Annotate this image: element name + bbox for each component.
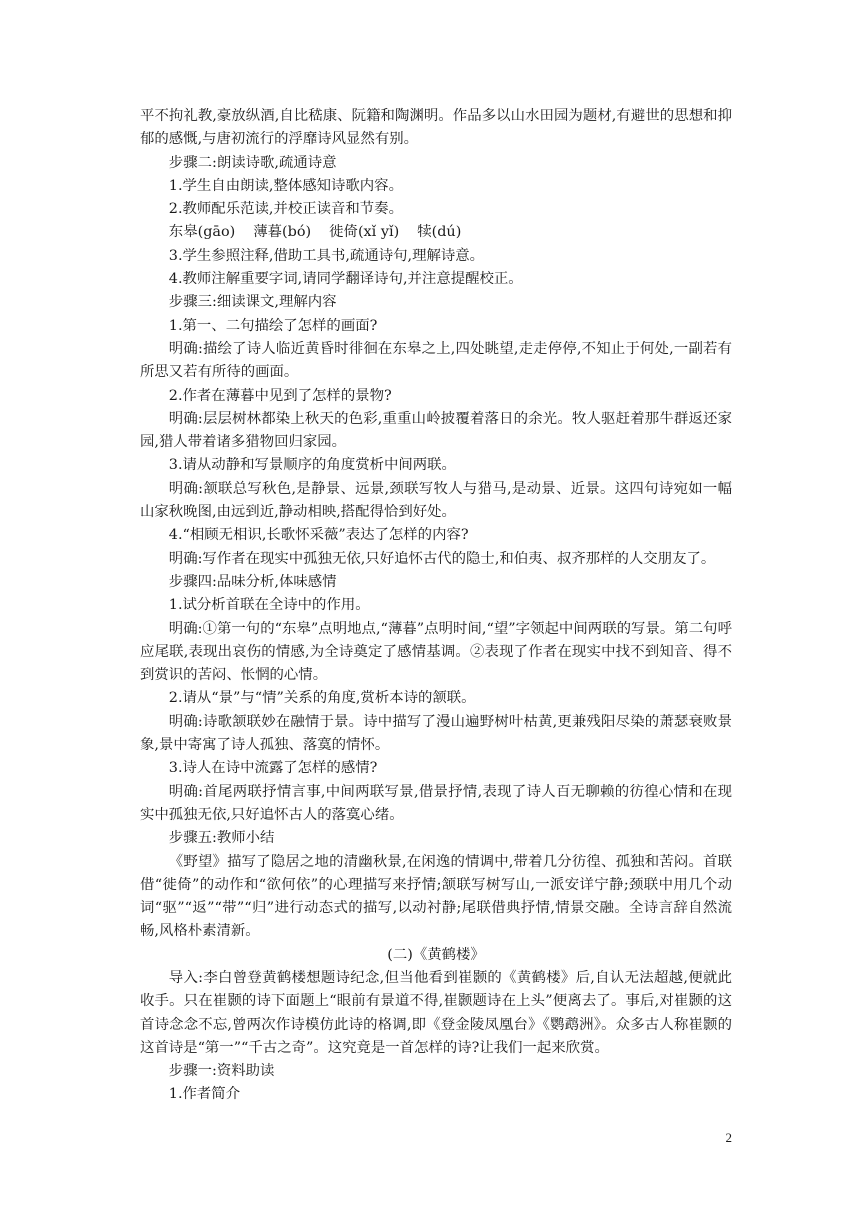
- pinyin-item: 薄暮(bó): [253, 224, 312, 241]
- paragraph: 《野望》描写了隐居之地的清幽秋景,在闲逸的情调中,带着几分彷徨、孤独和苦闷。首联借“徙倚”的动作和“欲何依”的心理描写来抒情;颔联写树写山,一派安详宁静;颈联中用几个动词“驱”“返”“带”“归”进行动态式的描写,以动衬静;尾联借典抒情,情景交融。全诗言辞自然流畅,风格朴素清新。: [140, 853, 732, 940]
- paragraph: 4.教师注解重要字词,请同学翻译诗句,并注意提醒校正。: [168, 271, 523, 288]
- paragraph: 步骤四:品味分析,体味感情: [168, 573, 337, 590]
- paragraph: 1.试分析首联在全诗中的作用。: [168, 597, 370, 614]
- paragraph: 4.“相顾无相识,长歌怀采薇”表达了怎样的内容?: [168, 527, 469, 544]
- section-heading: (二)《黄鹤楼》: [387, 946, 485, 963]
- paragraph: 步骤二:朗读诗歌,疏通诗意: [168, 154, 337, 171]
- paragraph: 步骤三:细读课文,理解内容: [168, 294, 337, 311]
- paragraph: 步骤五:教师小结: [168, 830, 275, 847]
- paragraph: 步骤一:资料助读: [168, 1063, 275, 1080]
- paragraph: 3.请从动静和写景顺序的角度赏析中间两联。: [168, 457, 456, 474]
- page-number: 2: [725, 1130, 732, 1145]
- paragraph: 3.学生参照注释,借助工具书,疏通诗句,理解诗意。: [168, 247, 485, 264]
- paragraph: 明确:诗歌颔联妙在融情于景。诗中描写了漫山遍野树叶枯黄,更兼残阳尽染的萧瑟衰败景象,景中寄寓了诗人孤独、落寞的情怀。: [140, 713, 732, 754]
- paragraph: 3.诗人在诗中流露了怎样的感情?: [168, 760, 378, 777]
- pinyin-item: 徙倚(xǐ yǐ): [329, 224, 400, 241]
- paragraph: 2.教师配乐范读,并校正读音和节奏。: [168, 201, 403, 218]
- paragraph: 导入:李白曾登黄鹤楼想题诗纪念,但当他看到崔颢的《黄鹤楼》后,自认无法超越,便就此收手。只在崔颢的诗下面题上“眼前有景道不得,崔颢题诗在上头”便离去了。事后,对崔颢的这首诗念念不忘,曾两次作诗模仿此诗的格调,即《登金陵凤凰台》《鹦鹉洲》。众多古人称崔颢的这首诗是“第一”“千古之奇”。这究竟是一首怎样的诗?让我们一起来欣赏。: [140, 969, 732, 1056]
- paragraph: 1.作者简介: [168, 1086, 241, 1103]
- paragraph: 明确:描绘了诗人临近黄昏时徘徊在东皋之上,四处眺望,走走停停,不知止于何处,一副若有所思又若有所待的画面。: [140, 340, 732, 381]
- paragraph: 1.学生自由朗读,整体感知诗歌内容。: [168, 177, 403, 194]
- pinyin-item: 东皋(gāo): [168, 224, 236, 241]
- page-content: [140, 105, 732, 1107]
- paragraph: 明确:层层树林都染上秋天的色彩,重重山岭披覆着落日的余光。牧人驱赶着那牛群返还家园,猎人带着诸多猎物回归家园。: [140, 410, 732, 451]
- paragraph: 明确:①第一句的“东皋”点明地点,“薄暮”点明时间,“望”字领起中间两联的写景。第二句呼应尾联,表现出哀伤的情感,为全诗奠定了感情基调。②表现了作者在现实中找不到知音、得不到赏识的苦闷、怅惘的心情。: [140, 620, 732, 684]
- paragraph: 明确:首尾两联抒情言事,中间两联写景,借景抒情,表现了诗人百无聊赖的彷徨心情和在现实中孤独无依,只好追怀古人的落寞心绪。: [140, 783, 732, 823]
- pinyin-item: 犊(dú): [417, 224, 462, 241]
- paragraph: 平不拘礼教,豪放纵酒,自比嵇康、阮籍和陶渊明。作品多以山水田园为题材,有避世的思想和抑郁的感慨,与唐初流行的浮靡诗风显然有别。: [140, 108, 732, 148]
- paragraph: 明确:颔联总写秋色,是静景、远景,颈联写牧人与猎马,是动景、近景。这四句诗宛如一幅山家秋晚图,由远到近,静动相映,搭配得恰到好处。: [140, 480, 732, 521]
- pinyin-annotation-line: [140, 221, 732, 244]
- paragraph: 1.第一、二句描绘了怎样的画面?: [168, 317, 378, 334]
- paragraph: 2.请从“景”与“情”关系的角度,赏析本诗的颔联。: [168, 690, 476, 707]
- paragraph: 2.作者在薄暮中见到了怎样的景物?: [168, 387, 392, 404]
- paragraph: 明确:写作者在现实中孤独无依,只好追怀古代的隐士,和伯夷、叔齐那样的人交朋友了。: [168, 550, 716, 567]
